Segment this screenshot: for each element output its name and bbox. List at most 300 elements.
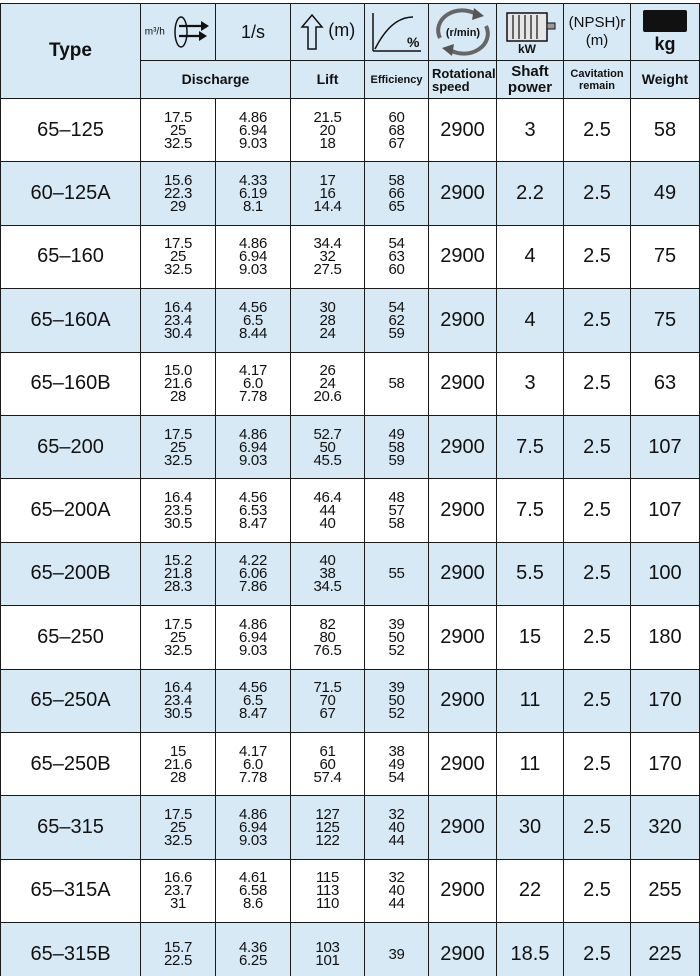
efficiency-cell [365, 606, 429, 669]
discharge-ls-cell-value: 6.94 [239, 818, 267, 836]
discharge-m3h-cell-value: 15 [169, 742, 187, 760]
type-cell: 65–200A [1, 479, 141, 542]
discharge-ls-cell-value: 8.44 [239, 324, 267, 342]
discharge-m3h-cell-value: 25 [169, 818, 187, 836]
lift-cell-value: 16 [319, 185, 336, 203]
lift-cell-value: 101 [315, 952, 340, 970]
efficiency-cell [365, 542, 429, 605]
weight-cell: 170 [631, 732, 700, 795]
lift-cell-value: 40 [319, 515, 336, 533]
lift-cell-value: 80 [319, 628, 336, 646]
lift-cell-value: 27.5 [313, 261, 342, 279]
npsh-cell: 2.5 [564, 606, 631, 669]
lift-cell-value: 45.5 [313, 451, 342, 469]
table-row [1, 542, 700, 605]
discharge-ls-cell-value: 6.19 [239, 185, 267, 203]
type-cell: 65–315A [1, 859, 141, 922]
discharge-ls-cell-value: 6.25 [239, 952, 267, 970]
discharge-ls-cell [216, 669, 291, 732]
discharge-m3h-cell-value: 17.5 [164, 108, 192, 126]
lift-cell-value: 24 [319, 375, 336, 393]
speed-cell: 2900 [429, 99, 497, 162]
weight-cell: 58 [631, 99, 700, 162]
discharge-ls-cell-value: 4.36 [239, 939, 267, 957]
discharge-ls-cell [216, 352, 291, 415]
lift-cell [291, 352, 365, 415]
discharge-ls-cell [216, 606, 291, 669]
lift-cell-value: 32 [319, 248, 336, 266]
discharge-ls-cell-value: 4.86 [239, 235, 267, 253]
header-efficiency: Efficiency [365, 61, 429, 99]
discharge-m3h-cell-value: 30.4 [164, 324, 192, 342]
spec-table-body [1, 99, 700, 976]
speed-cell: 2900 [429, 606, 497, 669]
discharge-ls-cell-value: 6.58 [239, 882, 267, 900]
discharge-m3h-cell-value: 17.5 [164, 425, 192, 443]
header-weight-unit: kg [631, 4, 700, 61]
npsh-cell: 2.5 [564, 923, 631, 976]
efficiency-cell-value: 66 [388, 185, 405, 203]
discharge-m3h-cell-value: 28 [169, 768, 187, 786]
table-row [1, 732, 700, 795]
flow-arrows-icon [169, 14, 211, 50]
efficiency-cell-value: 59 [388, 451, 405, 469]
discharge-m3h-cell-value: 16.4 [164, 298, 192, 316]
discharge-unit-m3h: m³/h [144, 26, 165, 38]
npsh-cell: 2.5 [564, 859, 631, 922]
discharge-m3h-cell [141, 99, 216, 162]
discharge-ls-cell-value: 4.86 [239, 615, 267, 633]
power-cell: 15 [497, 606, 564, 669]
discharge-m3h-cell-value: 22.3 [164, 185, 192, 203]
lift-cell [291, 99, 365, 162]
table-row [1, 99, 700, 162]
discharge-ls-cell-value: 4.86 [239, 805, 267, 823]
efficiency-cell-value: 65 [388, 198, 405, 216]
npsh-cell: 2.5 [564, 669, 631, 732]
header-shaft-power: Shaft power [497, 61, 564, 99]
efficiency-unit-text: % [406, 34, 419, 50]
speed-cell: 2900 [429, 415, 497, 478]
efficiency-cell-value: 68 [388, 121, 405, 139]
efficiency-cell-value: 39 [388, 679, 405, 697]
speed-cell: 2900 [429, 289, 497, 352]
discharge-m3h-cell [141, 796, 216, 859]
lift-cell [291, 859, 365, 922]
discharge-ls-cell-value: 8.6 [243, 895, 263, 913]
weight-cell: 170 [631, 669, 700, 732]
lift-cell-value: 127 [315, 805, 340, 823]
discharge-ls-cell-value: 7.86 [239, 578, 267, 596]
lift-cell [291, 162, 365, 225]
rotation-icon [432, 8, 494, 56]
pump-spec-table [0, 3, 700, 976]
power-cell: 30 [497, 796, 564, 859]
lift-cell-value: 14.4 [313, 198, 342, 216]
efficiency-cell-value: 40 [388, 882, 405, 900]
arrow-up-icon [300, 13, 324, 51]
efficiency-curve-icon [369, 9, 425, 55]
npsh-cell: 2.5 [564, 162, 631, 225]
type-cell: 65–125 [1, 99, 141, 162]
type-cell: 65–200B [1, 542, 141, 605]
discharge-m3h-cell-value: 17.5 [164, 615, 192, 633]
header-discharge-m3h [141, 4, 216, 61]
discharge-ls-cell-value: 6.53 [239, 502, 267, 520]
lift-cell [291, 606, 365, 669]
motor-icon [503, 9, 557, 55]
header-cavitation-remain: Cavitation remain [564, 61, 631, 99]
efficiency-cell [365, 669, 429, 732]
weight-cell: 63 [631, 352, 700, 415]
type-cell: 65–315B [1, 923, 141, 976]
weight-cell: 180 [631, 606, 700, 669]
discharge-ls-cell-value: 6.5 [243, 311, 263, 329]
efficiency-cell [365, 479, 429, 542]
discharge-m3h-cell-value: 25 [169, 628, 187, 646]
discharge-ls-cell-value: 4.86 [239, 108, 267, 126]
efficiency-cell [365, 415, 429, 478]
discharge-m3h-cell-value: 23.4 [164, 692, 192, 710]
weight-cell: 49 [631, 162, 700, 225]
discharge-m3h-cell [141, 859, 216, 922]
efficiency-cell [365, 99, 429, 162]
discharge-m3h-cell-value: 30.5 [164, 515, 192, 533]
speed-cell: 2900 [429, 162, 497, 225]
lift-cell [291, 415, 365, 478]
lift-cell [291, 923, 365, 976]
lift-cell-value: 18 [319, 134, 336, 152]
speed-cell: 2900 [429, 669, 497, 732]
discharge-m3h-cell [141, 923, 216, 976]
discharge-m3h-cell [141, 669, 216, 732]
discharge-ls-cell-value: 4.61 [239, 869, 267, 887]
efficiency-cell [365, 352, 429, 415]
lift-cell-value: 46.4 [313, 489, 342, 507]
lift-cell-value: 122 [315, 831, 340, 849]
efficiency-cell-value: 50 [388, 628, 405, 646]
lift-cell [291, 796, 365, 859]
discharge-m3h-cell [141, 352, 216, 415]
discharge-m3h-cell-value: 29 [169, 198, 187, 216]
discharge-ls-cell [216, 796, 291, 859]
discharge-ls-cell-value: 6.94 [239, 438, 267, 456]
header-speed-unit [429, 4, 497, 61]
discharge-ls-cell-value: 4.56 [239, 298, 267, 316]
discharge-m3h-cell-value: 21.6 [164, 755, 192, 773]
discharge-m3h-cell-value: 32.5 [164, 831, 192, 849]
table-row [1, 479, 700, 542]
efficiency-cell-value: 63 [388, 248, 405, 266]
lift-cell-value: 125 [315, 818, 340, 836]
discharge-ls-cell-value: 7.78 [239, 388, 267, 406]
efficiency-cell-value: 60 [388, 261, 405, 279]
npsh-cell: 2.5 [564, 415, 631, 478]
discharge-m3h-cell-value: 15.7 [164, 939, 192, 957]
discharge-ls-cell-value: 9.03 [239, 831, 267, 849]
lift-cell-value: 20 [319, 121, 336, 139]
lift-cell-value: 50 [319, 438, 336, 456]
header-discharge-ls: 1/s [216, 4, 291, 61]
lift-cell-value: 71.5 [313, 679, 342, 697]
lift-cell [291, 225, 365, 288]
efficiency-cell [365, 923, 429, 976]
discharge-ls-cell-value: 4.56 [239, 679, 267, 697]
speed-cell: 2900 [429, 732, 497, 795]
speed-cell: 2900 [429, 923, 497, 976]
table-row [1, 162, 700, 225]
npsh-cell: 2.5 [564, 225, 631, 288]
power-cell: 2.2 [497, 162, 564, 225]
power-cell: 22 [497, 859, 564, 922]
discharge-ls-cell-value: 6.06 [239, 565, 267, 583]
power-cell: 7.5 [497, 479, 564, 542]
discharge-m3h-cell-value: 16.4 [164, 679, 192, 697]
lift-cell-value: 44 [319, 502, 336, 520]
discharge-m3h-cell-value: 25 [169, 248, 187, 266]
speed-cell: 2900 [429, 796, 497, 859]
discharge-m3h-cell [141, 415, 216, 478]
efficiency-cell-value: 60 [388, 108, 405, 126]
npsh-cell: 2.5 [564, 796, 631, 859]
discharge-m3h-cell-value: 21.8 [164, 565, 192, 583]
lift-cell-value: 67 [319, 705, 336, 723]
efficiency-cell-value: 52 [388, 641, 405, 659]
table-row [1, 796, 700, 859]
lift-cell-value: 61 [319, 742, 336, 760]
discharge-ls-cell-value: 9.03 [239, 261, 267, 279]
discharge-ls-cell-value: 4.22 [239, 552, 267, 570]
lift-cell-value: 113 [315, 882, 339, 900]
header-rotational-speed: Rotational speed [429, 61, 497, 99]
type-cell: 65–160A [1, 289, 141, 352]
lift-cell-value: 57.4 [313, 768, 342, 786]
discharge-ls-cell-value: 9.03 [239, 451, 267, 469]
efficiency-cell-value: 49 [388, 425, 405, 443]
discharge-ls-cell-value: 6.5 [243, 692, 263, 710]
table-row [1, 859, 700, 922]
lift-cell [291, 669, 365, 732]
header-efficiency-unit [365, 4, 429, 61]
type-cell: 65–250B [1, 732, 141, 795]
discharge-ls-cell-value: 9.03 [239, 134, 267, 152]
discharge-m3h-cell-value: 31 [169, 895, 187, 913]
weight-cell: 75 [631, 225, 700, 288]
discharge-m3h-cell-value: 23.7 [164, 882, 192, 900]
lift-cell-value: 30 [319, 298, 336, 316]
discharge-m3h-cell-value: 32.5 [164, 451, 192, 469]
efficiency-cell-value: 52 [388, 705, 405, 723]
table-row [1, 415, 700, 478]
type-cell: 65–160 [1, 225, 141, 288]
efficiency-cell-value: 32 [388, 869, 405, 887]
discharge-m3h-cell [141, 225, 216, 288]
lift-cell-value: 103 [315, 939, 340, 957]
lift-cell-value: 76.5 [313, 641, 342, 659]
power-cell: 18.5 [497, 923, 564, 976]
discharge-m3h-cell-value: 16.4 [164, 489, 192, 507]
efficiency-cell-value: 40 [388, 818, 405, 836]
discharge-ls-cell [216, 162, 291, 225]
weight-cell: 255 [631, 859, 700, 922]
discharge-m3h-cell-value: 16.6 [164, 869, 192, 887]
discharge-ls-cell-value: 6.0 [243, 755, 263, 773]
discharge-ls-cell-value: 6.0 [243, 375, 263, 393]
efficiency-cell-value: 38 [388, 742, 405, 760]
type-cell: 65–200 [1, 415, 141, 478]
discharge-ls-cell-value: 4.33 [239, 172, 267, 190]
discharge-m3h-cell-value: 17.5 [164, 805, 192, 823]
speed-cell: 2900 [429, 225, 497, 288]
npsh-cell: 2.5 [564, 479, 631, 542]
discharge-ls-cell [216, 225, 291, 288]
discharge-ls-cell-value: 8.47 [239, 705, 267, 723]
lift-cell-value: 82 [319, 615, 336, 633]
type-cell: 65–160B [1, 352, 141, 415]
speed-unit-text: (r/min) [445, 27, 480, 39]
discharge-m3h-cell [141, 162, 216, 225]
table-row [1, 289, 700, 352]
header-lift-unit: (m) [291, 4, 365, 61]
lift-cell [291, 479, 365, 542]
efficiency-cell-value: 44 [388, 895, 405, 913]
discharge-ls-cell [216, 99, 291, 162]
discharge-ls-cell [216, 923, 291, 976]
type-cell: 65–250 [1, 606, 141, 669]
table-row [1, 225, 700, 288]
efficiency-cell [365, 859, 429, 922]
discharge-m3h-cell-value: 15.0 [164, 362, 192, 380]
power-unit-text: kW [518, 42, 536, 55]
speed-cell: 2900 [429, 859, 497, 922]
discharge-ls-cell [216, 859, 291, 922]
discharge-ls-cell [216, 289, 291, 352]
header-power-unit [497, 4, 564, 61]
efficiency-cell-value: 62 [388, 311, 405, 329]
discharge-ls-cell [216, 542, 291, 605]
efficiency-cell-value: 54 [388, 768, 405, 786]
weight-cell: 107 [631, 415, 700, 478]
discharge-m3h-cell [141, 542, 216, 605]
header-type: Type [1, 4, 141, 99]
discharge-m3h-cell [141, 479, 216, 542]
discharge-m3h-cell-value: 21.6 [164, 375, 192, 393]
weight-cell: 225 [631, 923, 700, 976]
discharge-m3h-cell-value: 32.5 [164, 134, 192, 152]
discharge-m3h-cell-value: 32.5 [164, 641, 192, 659]
header-lift: Lift [291, 61, 365, 99]
lift-cell-value: 110 [315, 895, 339, 913]
power-cell: 3 [497, 99, 564, 162]
discharge-ls-cell-value: 8.47 [239, 515, 267, 533]
table-row [1, 606, 700, 669]
efficiency-cell-value: 32 [388, 805, 405, 823]
weight-cell: 100 [631, 542, 700, 605]
type-cell: 65–250A [1, 669, 141, 732]
lift-cell-value: 52.7 [313, 425, 342, 443]
discharge-m3h-cell-value: 28 [169, 388, 187, 406]
discharge-m3h-cell-value: 25 [169, 121, 187, 139]
lift-cell-value: 70 [319, 692, 336, 710]
efficiency-cell [365, 225, 429, 288]
efficiency-cell-value: 58 [388, 438, 405, 456]
power-cell: 7.5 [497, 415, 564, 478]
efficiency-cell-value: 39 [388, 945, 405, 963]
header-npsh-unit: (NPSH)r (m) [564, 4, 631, 61]
lift-cell [291, 289, 365, 352]
discharge-m3h-cell-value: 17.5 [164, 235, 192, 253]
efficiency-cell-value: 54 [388, 235, 405, 253]
lift-cell-value: 38 [319, 565, 336, 583]
power-cell: 4 [497, 289, 564, 352]
efficiency-cell-value: 44 [388, 831, 405, 849]
npsh-cell: 2.5 [564, 289, 631, 352]
discharge-ls-cell-value: 7.78 [239, 768, 267, 786]
discharge-m3h-cell-value: 22.5 [164, 952, 192, 970]
discharge-m3h-cell [141, 606, 216, 669]
efficiency-cell-value: 49 [388, 755, 405, 773]
discharge-m3h-cell-value: 15.2 [164, 552, 192, 570]
lift-cell-value: 60 [319, 755, 336, 773]
discharge-ls-cell-value: 6.94 [239, 628, 267, 646]
discharge-ls-cell-value: 9.03 [239, 641, 267, 659]
efficiency-cell-value: 48 [388, 489, 405, 507]
efficiency-cell-value: 50 [388, 692, 405, 710]
efficiency-cell [365, 796, 429, 859]
discharge-ls-cell [216, 479, 291, 542]
efficiency-cell-value: 58 [388, 515, 405, 533]
discharge-ls-cell-value: 4.17 [239, 742, 267, 760]
efficiency-cell-value: 39 [388, 615, 405, 633]
lift-cell-value: 28 [319, 311, 336, 329]
npsh-cell: 2.5 [564, 352, 631, 415]
lift-cell-value: 20.6 [313, 388, 342, 406]
lift-cell-value: 34.4 [313, 235, 342, 253]
type-cell: 60–125A [1, 162, 141, 225]
power-cell: 3 [497, 352, 564, 415]
npsh-cell: 2.5 [564, 732, 631, 795]
power-cell: 4 [497, 225, 564, 288]
discharge-ls-cell [216, 732, 291, 795]
npsh-cell: 2.5 [564, 542, 631, 605]
speed-cell: 2900 [429, 542, 497, 605]
efficiency-cell-value: 58 [388, 172, 405, 190]
lift-cell [291, 732, 365, 795]
efficiency-cell-value: 57 [388, 502, 405, 520]
discharge-m3h-cell-value: 23.4 [164, 311, 192, 329]
table-row [1, 669, 700, 732]
discharge-m3h-cell [141, 289, 216, 352]
lift-cell [291, 542, 365, 605]
lift-cell-value: 26 [319, 362, 336, 380]
lift-cell-value: 115 [315, 869, 339, 887]
discharge-ls-cell-value: 8.1 [243, 198, 263, 216]
discharge-ls-cell-value: 4.56 [239, 489, 267, 507]
discharge-m3h-cell-value: 30.5 [164, 705, 192, 723]
lift-cell-value: 24 [319, 324, 336, 342]
speed-cell: 2900 [429, 352, 497, 415]
speed-cell: 2900 [429, 479, 497, 542]
discharge-ls-cell-value: 6.94 [239, 121, 267, 139]
weight-cell: 320 [631, 796, 700, 859]
discharge-m3h-cell-value: 15.6 [164, 172, 192, 190]
discharge-ls-cell-value: 4.17 [239, 362, 267, 380]
efficiency-cell-value: 59 [388, 324, 405, 342]
weight-block-icon [643, 10, 687, 32]
lift-cell-value: 34.5 [313, 578, 342, 596]
discharge-ls-cell-value: 6.94 [239, 248, 267, 266]
efficiency-cell-value: 58 [388, 375, 405, 393]
